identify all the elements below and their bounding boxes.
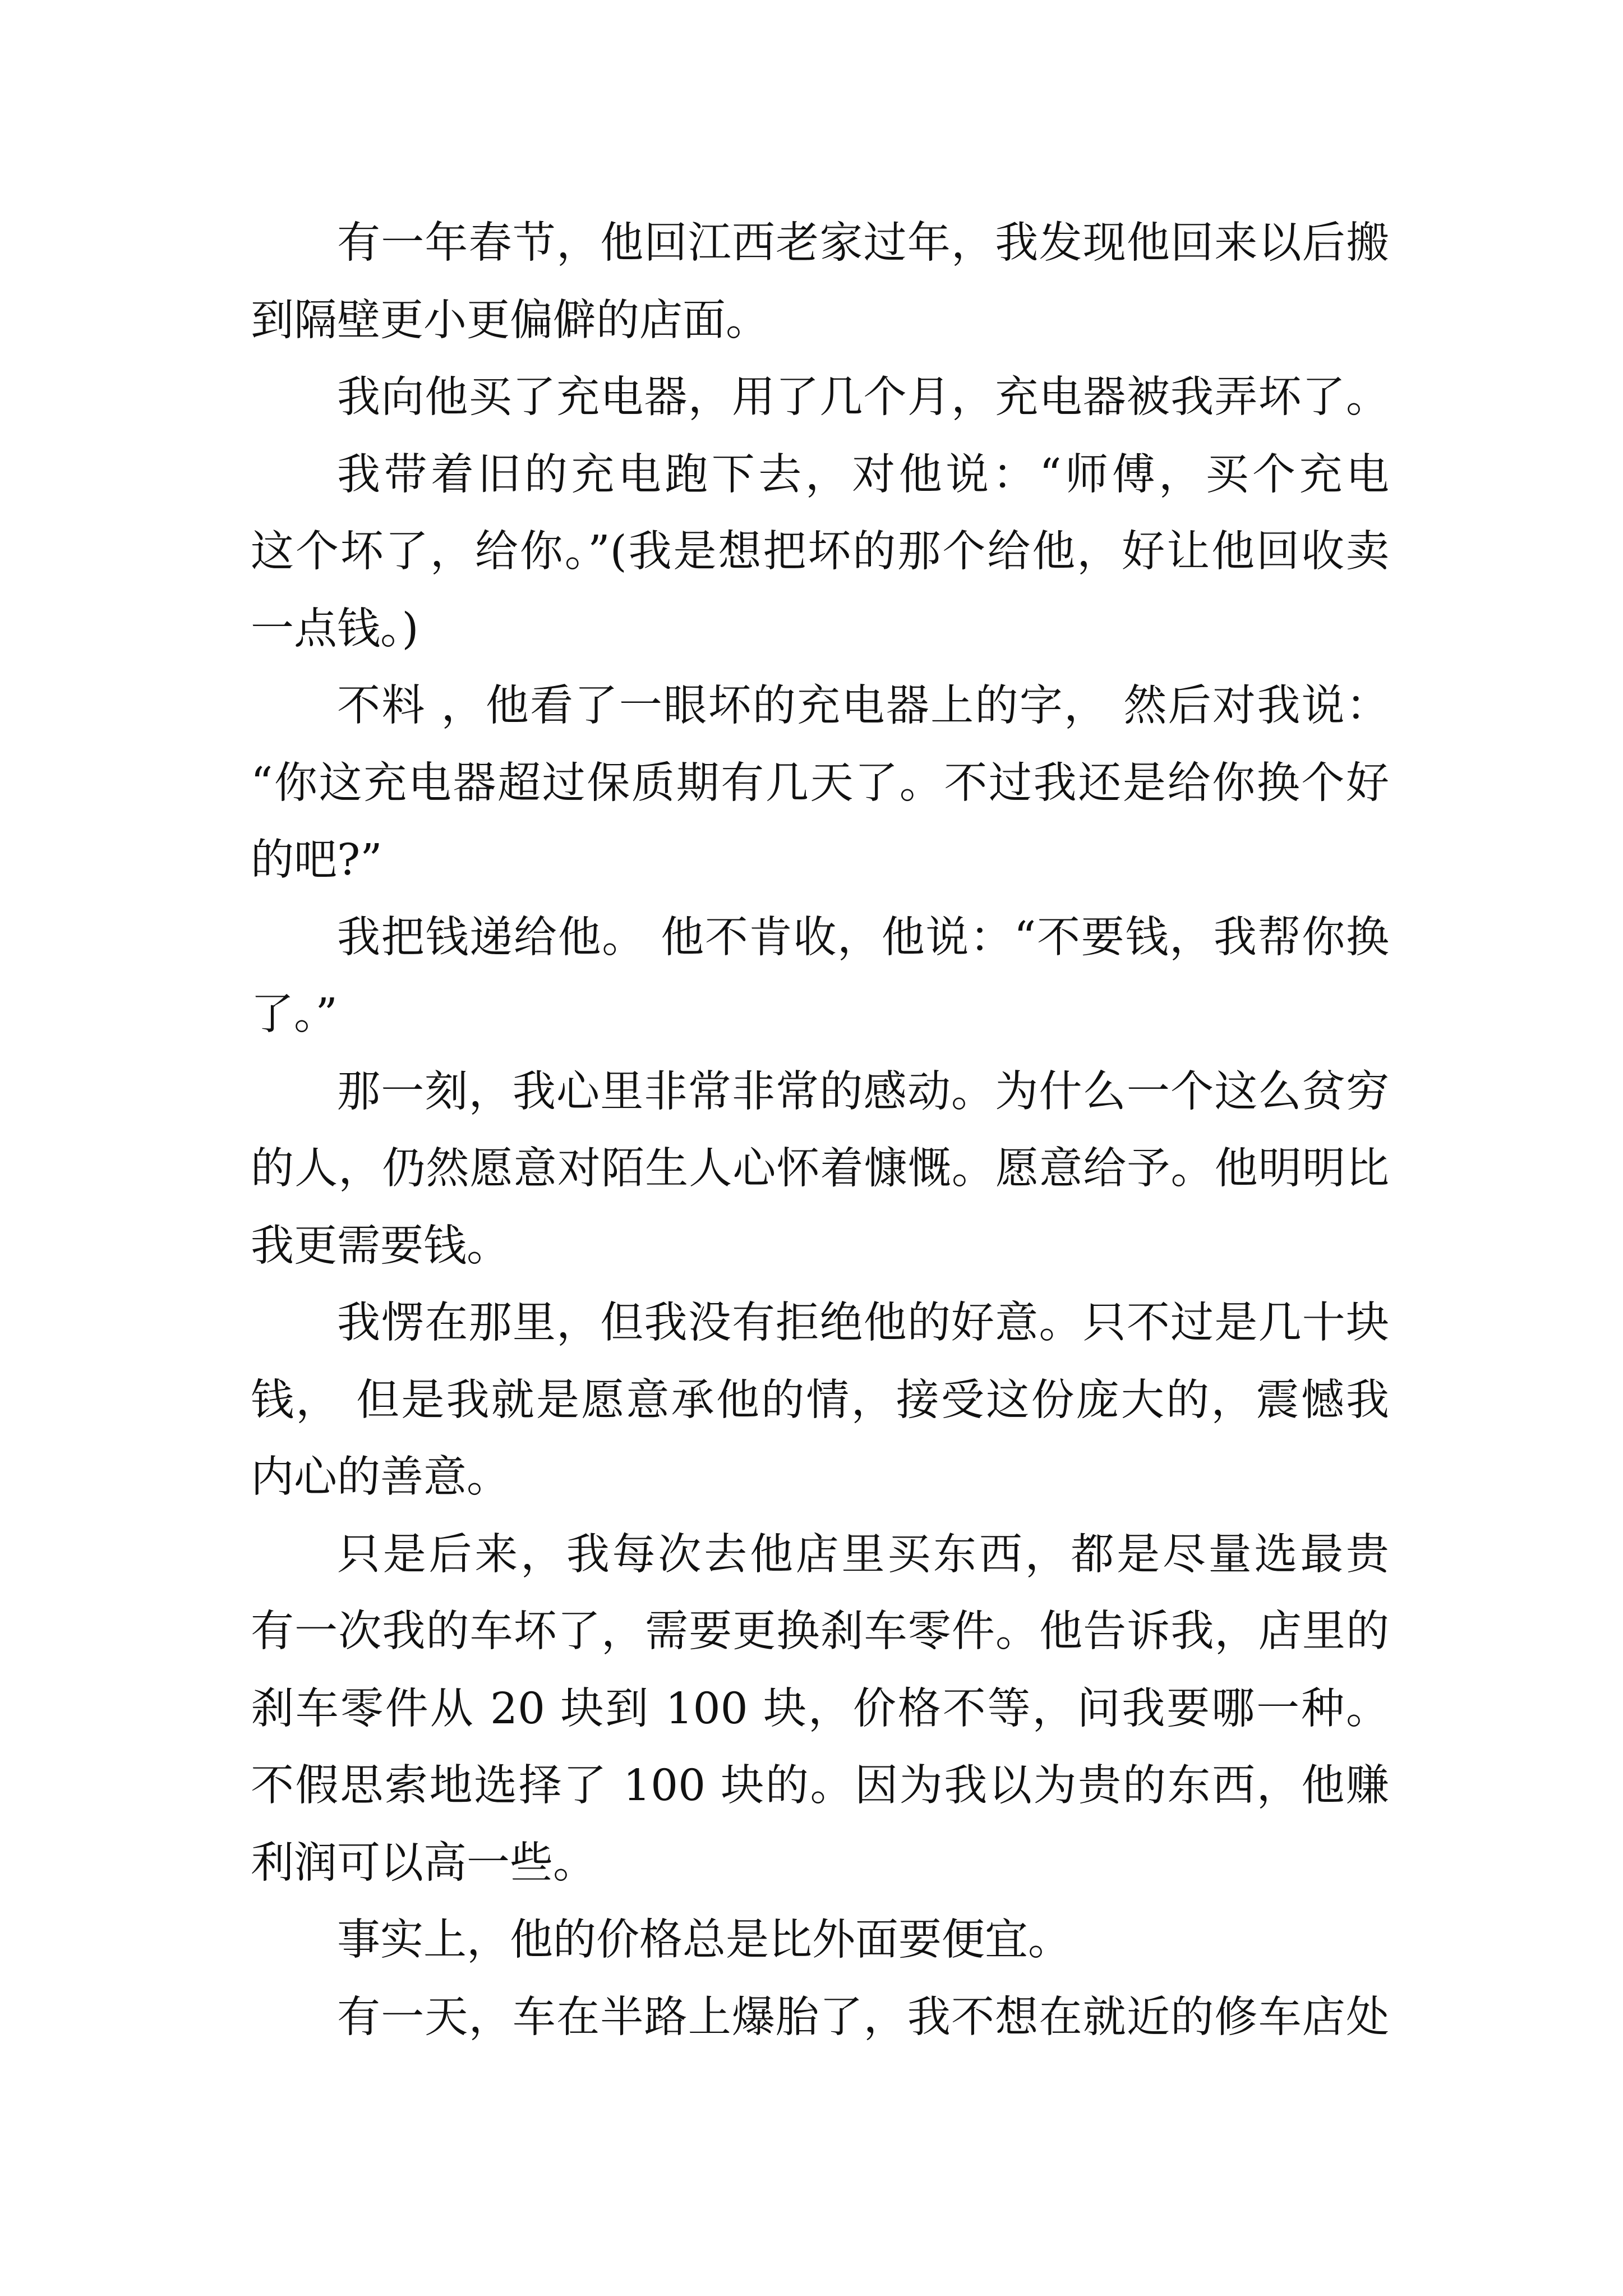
text-line: 的吧?” bbox=[251, 835, 382, 885]
paragraph bbox=[251, 1053, 1389, 1285]
text-line: 内心的善意。 bbox=[251, 1452, 510, 1502]
text-line: 到隔壁更小更偏僻的店面。 bbox=[251, 295, 769, 346]
paragraph bbox=[251, 1285, 1389, 1516]
text-line: 我愣在那里，但我没有拒绝他的好意。只不过是几十块 bbox=[337, 1298, 1389, 1348]
text-line: 有一次我的车坏了，需要更换刹车零件。他告诉我，店里的 bbox=[251, 1607, 1389, 1657]
text-line: 我把钱递给他。 他不肯收，他说：“不要钱，我帮你换 bbox=[337, 912, 1389, 963]
text-line: 这个坏了，给你。”(我是想把坏的那个给他，好让他回收卖 bbox=[251, 527, 1389, 577]
text-line: 那一刻，我心里非常非常的感动。为什么一个这么贫穷 bbox=[337, 1066, 1389, 1117]
paragraph bbox=[251, 436, 1389, 668]
text-line: 不假思索地选择了 100 块的。因为我以为贵的东西，他赚 bbox=[251, 1761, 1389, 1811]
paragraph bbox=[251, 1979, 1389, 2056]
paragraph bbox=[251, 1516, 1389, 1902]
text-line: “你这充电器超过保质期有几天了。不过我还是给你换个好 bbox=[251, 758, 1389, 808]
text-line: 我更需要钱。 bbox=[251, 1221, 510, 1271]
paragraph bbox=[251, 1902, 1389, 1979]
text-line: 了。” bbox=[251, 990, 338, 1039]
text-line: 我带着旧的充电跑下去，对他说：“师傅，买个充电 bbox=[337, 449, 1389, 500]
text-line: 有一年春节，他回江西老家过年，我发现他回来以后搬 bbox=[337, 218, 1389, 268]
text-line: 事实上，他的价格总是比外面要便宜。 bbox=[337, 1915, 1071, 1965]
text-line: 只是后来，我每次去他店里买东西，都是尽量选最贵 bbox=[337, 1529, 1389, 1580]
text-line: 利润可以高一些。 bbox=[251, 1838, 596, 1888]
body-text bbox=[251, 205, 1389, 2056]
text-line: 我向他买了充电器，用了几个月，充电器被我弄坏了。 bbox=[337, 372, 1389, 422]
text-line: 钱， 但是我就是愿意承他的情，接受这份庞大的，震憾我 bbox=[251, 1375, 1389, 1425]
text-line: 有一天，车在半路上爆胎了，我不想在就近的修车店处 bbox=[337, 1992, 1389, 2042]
text-line: 一点钱。) bbox=[251, 604, 419, 654]
text-line: 不料 ，他看了一眼坏的充电器上的字， 然后对我说： bbox=[337, 681, 1389, 731]
paragraph bbox=[251, 899, 1389, 1053]
paragraph bbox=[251, 668, 1389, 899]
text-line: 刹车零件从 20 块到 100 块，价格不等，问我要哪一种。 bbox=[251, 1683, 1389, 1734]
paragraph bbox=[251, 359, 1389, 436]
paragraph bbox=[251, 205, 1389, 359]
text-line: 的人，仍然愿意对陌生人心怀着慷慨。愿意给予。他明明比 bbox=[251, 1144, 1389, 1194]
